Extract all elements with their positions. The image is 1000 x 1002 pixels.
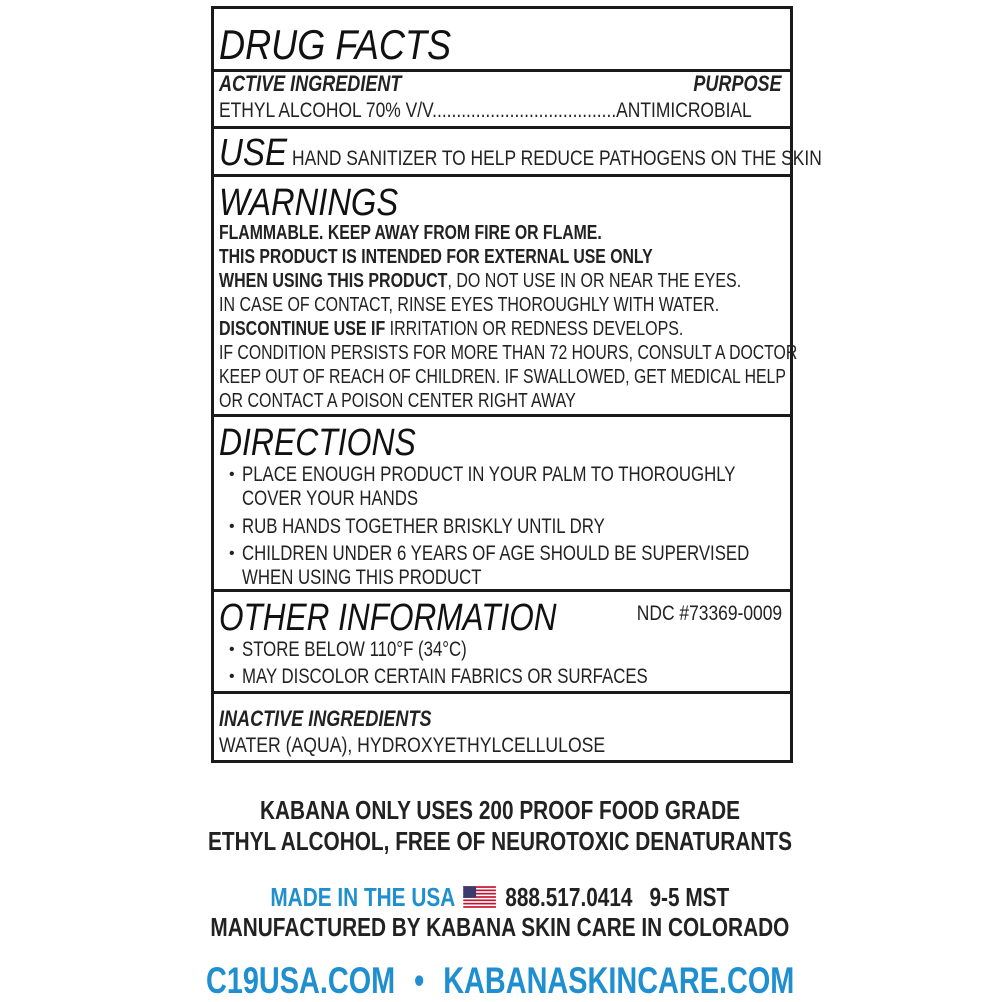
active-ingredient-heading: ACTIVE INGREDIENT [219, 71, 402, 96]
phone-number: 888.517.0414 [505, 882, 633, 912]
other-information-heading: OTHER INFORMATION [219, 597, 557, 639]
purpose-heading: PURPOSE [693, 71, 782, 96]
warning-line-5 [219, 317, 683, 341]
bullet-icon: • [229, 545, 235, 562]
inactive-ingredients-heading: INACTIVE INGREDIENTS [219, 706, 432, 731]
warning-line-5-rest: IRRITATION OR REDNESS DEVELOPS. [385, 318, 684, 340]
contact-line [0, 882, 1000, 913]
direction-3b: WHEN USING THIS PRODUCT [242, 566, 482, 589]
warnings-section [214, 177, 798, 417]
made-in-usa: MADE IN THE USA [270, 882, 455, 912]
directions-section [214, 417, 790, 592]
drug-facts-panel [211, 6, 822, 763]
business-hours: 9-5 MST [649, 882, 730, 912]
direction-1b: COVER YOUR HANDS [242, 487, 419, 510]
warning-line-3-bold: WHEN USING THIS PRODUCT [219, 270, 448, 292]
ndc-number: NDC #73369-0009 [636, 602, 782, 625]
drug-facts-header-section [214, 9, 790, 129]
claim-line-2 [0, 826, 1000, 857]
active-ingredient-row [219, 99, 752, 123]
directions-heading: DIRECTIONS [219, 422, 416, 464]
direction-1a: PLACE ENOUGH PRODUCT IN YOUR PALM TO THOROUGHLY [242, 463, 736, 486]
claim-text-2: ETHYL ALCOHOL, FREE OF NEUROTOXIC DENATURANTS [208, 826, 792, 856]
warning-line-8: OR CONTACT A POISON CENTER RIGHT AWAY [219, 390, 576, 412]
warning-line-5-bold: DISCONTINUE USE IF [219, 318, 386, 340]
use-row [219, 133, 822, 173]
manufactured-line [0, 912, 1000, 943]
use-section [214, 129, 822, 177]
direction-2: RUB HANDS TOGETHER BRISKLY UNTIL DRY [242, 515, 605, 538]
direction-3a: CHILDREN UNDER 6 YEARS OF AGE SHOULD BE SUPERVISED [242, 542, 750, 565]
warning-line-4: IN CASE OF CONTACT, RINSE EYES THOROUGHLY WITH WATER. [219, 294, 720, 316]
warning-line-1: FLAMMABLE. KEEP AWAY FROM FIRE OR FLAME. [219, 222, 602, 244]
inactive-ingredients-text: WATER (AQUA), HYDROXYETHYLCELLULOSE [219, 734, 606, 757]
manufactured-text: MANUFACTURED BY KABANA SKIN CARE IN COLORADO [210, 912, 790, 942]
inactive-ingredients-section [214, 694, 790, 760]
ingredient-leader: ...................................... [432, 99, 617, 122]
claim-text-1: KABANA ONLY USES 200 PROOF FOOD GRADE [259, 795, 741, 825]
warning-line-3-rest: , DO NOT USE IN OR NEAR THE EYES. [447, 270, 742, 292]
website-link-c19usa[interactable]: C19USA.COM [205, 960, 396, 1001]
bullet-icon: • [229, 668, 235, 685]
warnings-heading: WARNINGS [219, 182, 399, 224]
ingredient-name: ETHYL ALCOHOL 70% V/V [219, 99, 433, 122]
contact-row [271, 882, 730, 913]
other-information-section [214, 592, 790, 694]
warning-line-2: THIS PRODUCT IS INTENDED FOR EXTERNAL USE ONLY [219, 246, 653, 268]
use-heading: USE [219, 132, 288, 174]
warning-line-3 [219, 269, 741, 293]
warning-line-7: KEEP OUT OF REACH OF CHILDREN. IF SWALLOWED, GET MEDICAL HELP [219, 366, 786, 388]
website-link-kabana[interactable]: KABANASKINCARE.COM [443, 960, 795, 1001]
warning-line-6: IF CONDITION PERSISTS FOR MORE THAN 72 HOURS, CONSULT A DOCTOR [219, 342, 798, 364]
websites-line [0, 960, 1000, 1002]
ingredient-purpose: ANTIMICROBIAL [616, 99, 752, 122]
bullet-icon: • [229, 518, 235, 535]
claim-line-1 [0, 795, 1000, 826]
us-flag-icon [464, 886, 497, 908]
drug-facts-title: DRUG FACTS [219, 21, 452, 68]
other-info-2: MAY DISCOLOR CERTAIN FABRICS OR SURFACES [242, 665, 648, 688]
bullet-icon: • [229, 466, 235, 483]
website-separator: • [413, 960, 425, 1001]
bullet-icon: • [229, 641, 235, 658]
other-info-1: STORE BELOW 110°F (34°C) [242, 638, 467, 661]
websites-row [206, 960, 794, 1002]
use-text: HAND SANITIZER TO HELP REDUCE PATHOGENS ON THE SKIN [292, 147, 822, 170]
